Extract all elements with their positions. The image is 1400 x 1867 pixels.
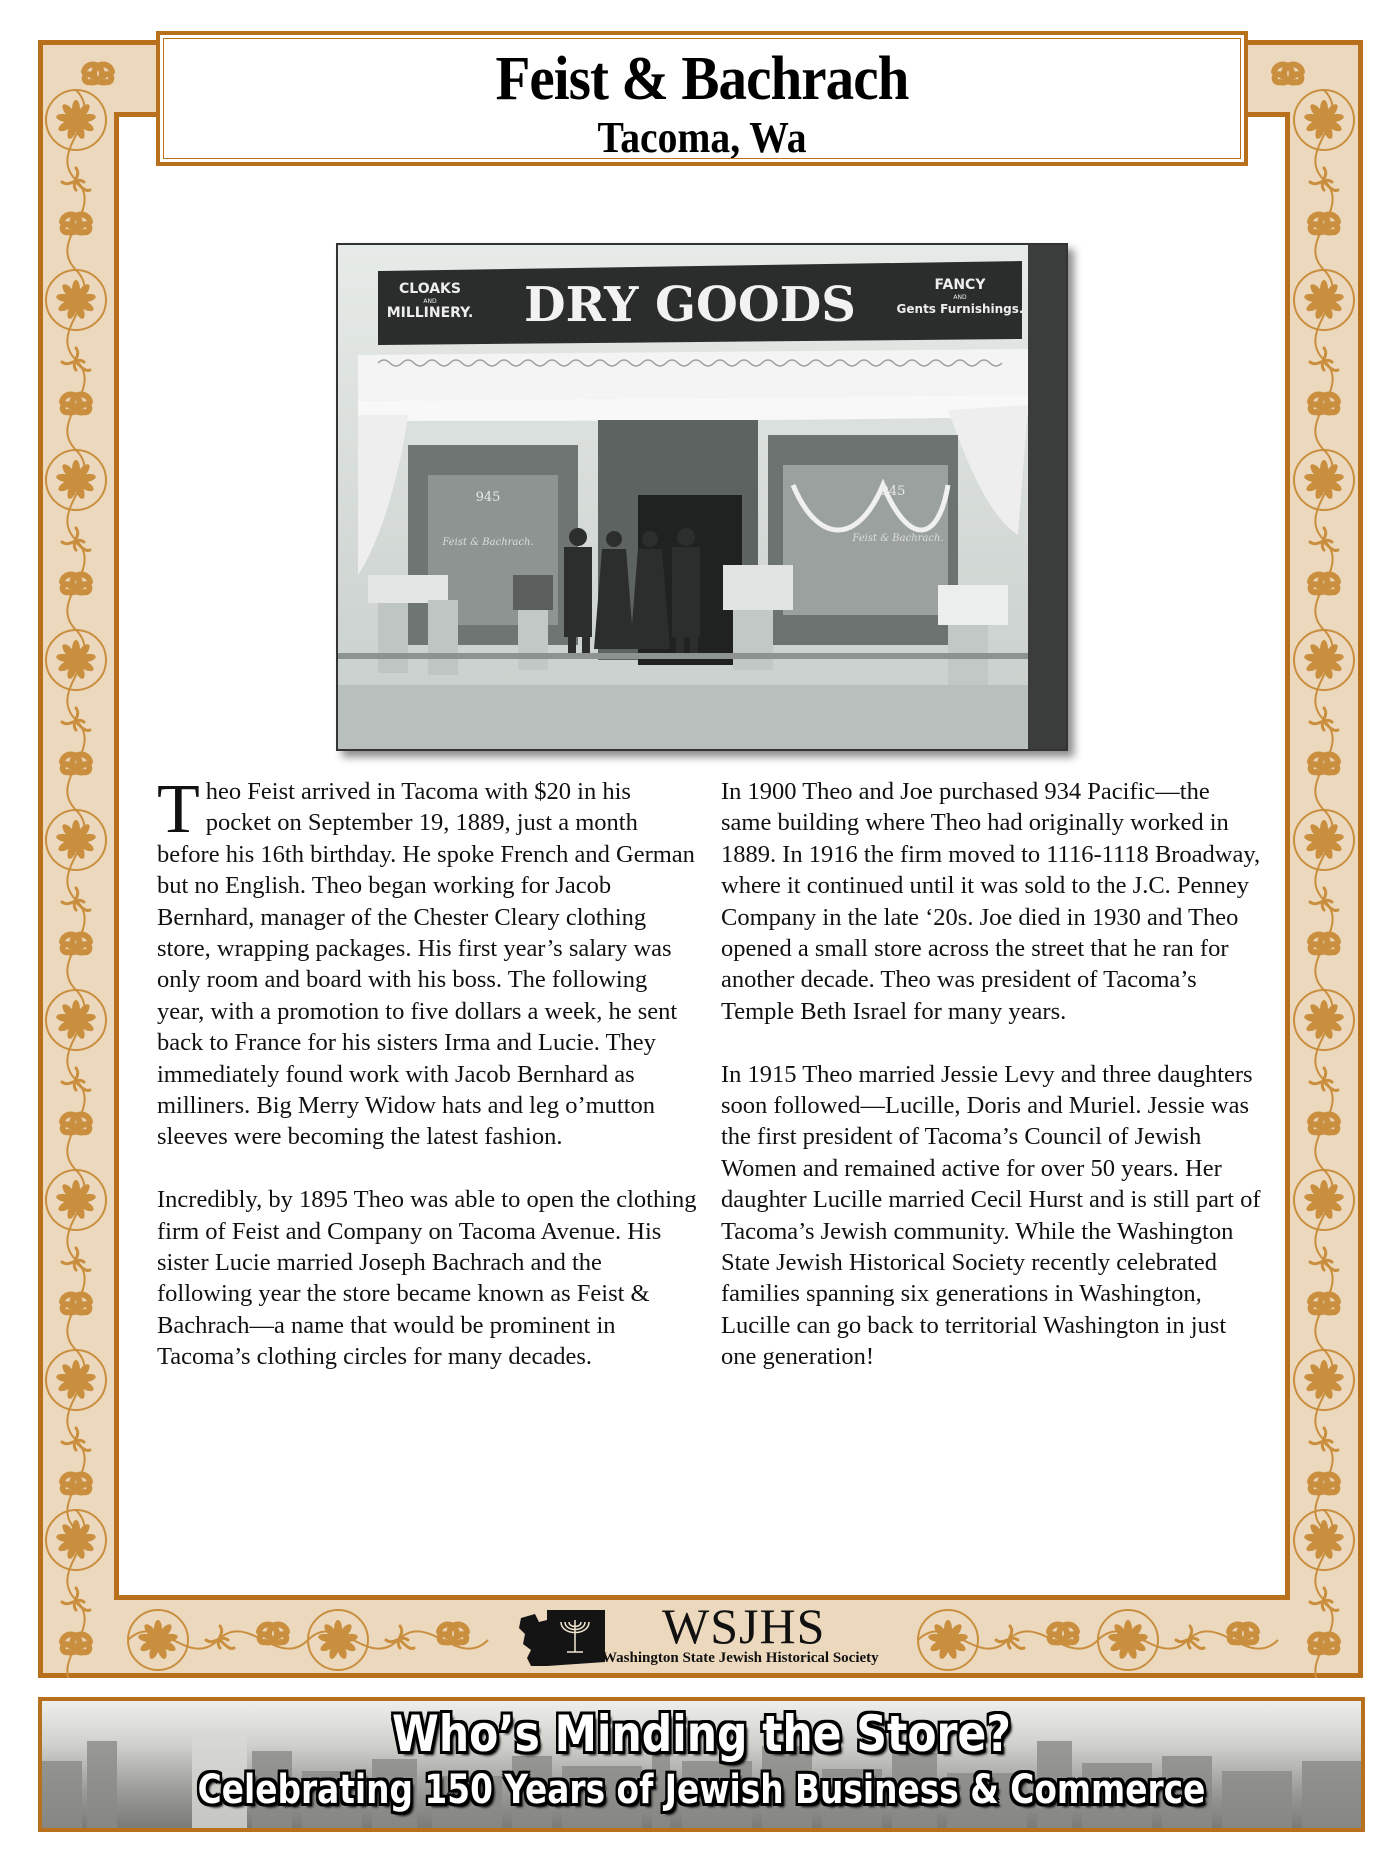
svg-text:Gents Furnishings.: Gents Furnishings. xyxy=(896,302,1024,316)
svg-text:945: 945 xyxy=(880,484,906,499)
svg-text:MILLINERY.: MILLINERY. xyxy=(386,305,474,321)
svg-text:FANCY: FANCY xyxy=(934,277,986,293)
washington-state-menorah-icon xyxy=(517,1604,607,1674)
banner-tagline: Celebrating 150 Years of Jewish Business & Commerce xyxy=(197,1767,1206,1813)
svg-text:DRY GOODS: DRY GOODS xyxy=(524,277,856,333)
article-paragraph: In 1915 Theo married Jessie Levy and three daughters soon followed—Lucille, Doris and Muriel. Jessie was the first president of Tacoma’s Council of Jewish Women and remained active for over 50 years. Her daughter Lucille married Cecil Hurst and is still part of Tacoma’s Jewish community. While the Washington State Jewish Historical Society recently celebrated families spanning six generations in Washington, Lucille can go back to territorial Washington in just one generation! xyxy=(721,1060,1261,1371)
svg-text:Feist & Bachrach.: Feist & Bachrach. xyxy=(442,537,534,548)
article-paragraph: Incredibly, by 1895 Theo was able to open the clothing firm of Feist and Company on Tacoma Avenue. His sister Lucie married Joseph Bachrach and the following year the store became known as Feist & Bachrach—a name that would be prominent in Tacoma’s clothing circles for many decades. xyxy=(157,1186,697,1371)
article-right-column xyxy=(721,776,1261,1404)
svg-text:CLOAKS: CLOAKS xyxy=(399,281,461,297)
page-subtitle: Tacoma, Wa xyxy=(597,113,807,162)
article-paragraph: In 1900 Theo and Joe purchased 934 Pacific—the same building where Theo had originally worked in 1889. In 1916 the firm moved to 1116-1118 Broadway, where it continued until it was sold to the J.C. Penney Company in the late ‘20s. Joe died in 1930 and Theo opened a small store across the street that he ran for another decade. Theo was president of Tacoma’s Temple Beth Israel for many years. xyxy=(721,778,1261,1025)
article-left-column xyxy=(157,771,697,1404)
title-box xyxy=(156,31,1248,166)
banner-headline: Who’s Minding the Store? xyxy=(392,1705,1011,1763)
storefront-illustration xyxy=(338,245,1066,749)
page-title: Feist & Bachrach xyxy=(495,45,909,113)
svg-text:Feist & Bachrach.: Feist & Bachrach. xyxy=(852,533,944,544)
svg-text:945: 945 xyxy=(475,490,501,505)
exhibit-banner xyxy=(38,1697,1365,1832)
logo-full-name: Washington State Jewish Historical Society xyxy=(602,1650,879,1666)
svg-text:AND: AND xyxy=(953,294,967,301)
article-paragraph: Theo Feist arrived in Tacoma with $20 in his pocket on September 19, 1889, just a month before his 16th birthday. He spoke French and German but no English. Theo began working for Jacob Bernhard, manager of the Chester Cleary clothing store, wrapping packages. His first year’s salary was only room and board with his boss. The following year, with a promotion to five dollars a week, he sent back to France for his sisters Irma and Lucie. They immediately found work with Jacob Bernhard as milliners. Big Merry Widow hats and leg o’mutton sleeves were becoming the latest fashion. xyxy=(157,771,695,1151)
drop-cap: T xyxy=(157,771,200,848)
logo-acronym: WSJHS xyxy=(662,1598,826,1654)
storefront-photo xyxy=(336,243,1068,751)
wsjhs-logo xyxy=(517,1598,897,1674)
svg-text:AND: AND xyxy=(423,298,437,305)
